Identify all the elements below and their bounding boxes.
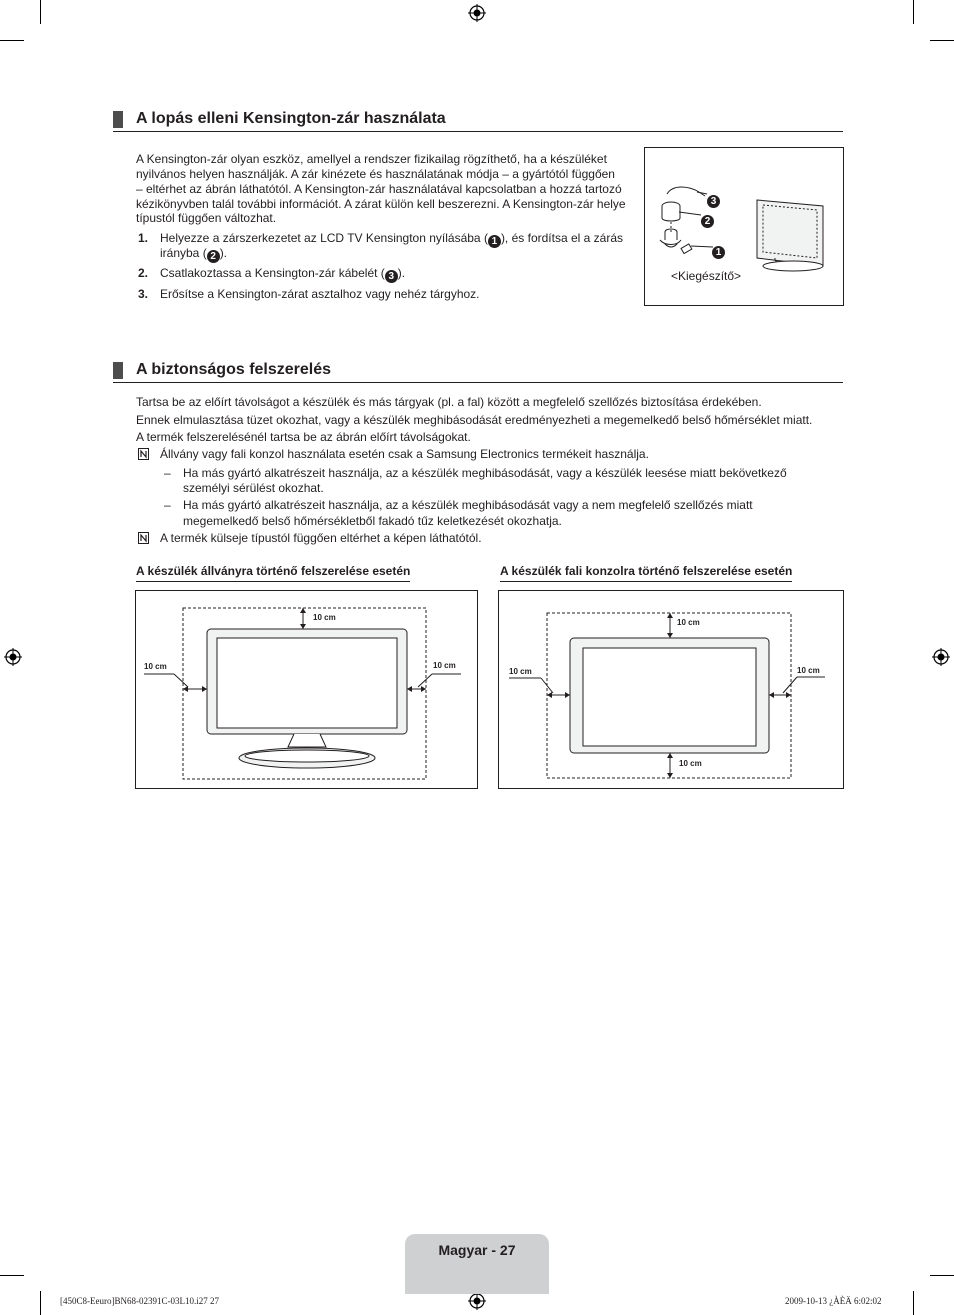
intro-line: típustól függően változhat. <box>136 211 277 225</box>
step-text: Erősítse a Kensington-zárat asztalhoz vagy nehéz tárgyhoz. <box>160 287 480 301</box>
wall-diagram-title: A készülék fali konzolra történő felszerelése esetén <box>500 564 792 582</box>
wall-tv-illustration <box>499 591 843 788</box>
step-text <box>160 246 227 263</box>
registration-mark-icon <box>932 648 950 666</box>
section-heading <box>113 109 843 132</box>
figure-marker-label: 3 <box>707 195 720 208</box>
step-marker: 2 <box>207 250 220 263</box>
registration-mark-icon <box>4 648 22 666</box>
note-icon <box>138 448 149 460</box>
stand-diagram-title: A készülék állványra történő felszerelése esetén <box>136 564 410 582</box>
step-number: 1. <box>138 231 149 245</box>
clearance-left-label: 10 cm <box>509 667 532 676</box>
section-title: A lopás elleni Kensington-zár használata <box>136 110 446 127</box>
stand-tv-illustration <box>136 591 477 788</box>
crop-mark <box>930 40 954 41</box>
crop-mark <box>0 40 24 41</box>
stand-diagram <box>135 590 478 789</box>
clearance-right-label: 10 cm <box>433 661 456 670</box>
step-text-part: ). <box>219 246 228 260</box>
figure-marker-label: 1 <box>712 246 725 259</box>
step-text-part: Csatlakoztassa a Kensington-zár kábelét ( <box>160 266 385 280</box>
intro-line: kézikönyvben talál további információt. A zárat külön kell beszerezni. A Kensington-zár helye <box>136 197 626 211</box>
figure-caption: <Kiegészítő> <box>671 269 742 283</box>
page-number-tab <box>405 1234 549 1294</box>
intro-line: nyilvános helyen használják. A zár kinézete és használatának módja – a gyártótól függően <box>136 167 615 181</box>
wall-diagram <box>498 590 844 789</box>
clearance-right-label: 10 cm <box>797 666 820 675</box>
crop-mark <box>40 0 41 24</box>
registration-mark-icon <box>468 4 486 22</box>
body-line: A termék felszerelésénél tartsa be az ábrán előírt távolságokat. <box>136 430 471 444</box>
figure-marker <box>712 240 725 259</box>
print-timestamp: 2009-10-13 ¿ÀÈÄ 6:02:02 <box>785 1296 882 1306</box>
crop-mark <box>930 1275 954 1276</box>
step-text-part: ). <box>397 266 406 280</box>
step-marker: 1 <box>488 235 501 248</box>
file-info: [450C8-Eeuro]BN68-02391C-03L10.i27 27 <box>60 1296 219 1306</box>
section-title: A biztonságos felszerelés <box>136 361 332 378</box>
dash-text: Ha más gyártó alkatrészeit használja, az a készülék meghibásodását vagy a nem megfelelő szellőzés miatt <box>183 498 753 512</box>
crop-mark <box>913 0 914 24</box>
figure-marker <box>707 189 720 208</box>
step-text-part: irányba ( <box>160 246 207 260</box>
dash-mark: – <box>164 466 171 480</box>
step-marker: 3 <box>385 270 398 283</box>
kensington-figure <box>644 147 844 306</box>
crop-mark <box>913 1291 914 1315</box>
crop-mark <box>0 1275 24 1276</box>
step-text <box>160 266 405 283</box>
crop-mark <box>40 1291 41 1315</box>
step-number: 2. <box>138 266 149 280</box>
heading-bar <box>113 111 123 128</box>
note-text: Állvány vagy fali konzol használata esetén csak a Samsung Electronics termékeit használja. <box>160 447 649 461</box>
note-icon <box>138 532 149 544</box>
page-number: Magyar - 27 <box>438 1242 516 1258</box>
clearance-top-label: 10 cm <box>677 618 700 627</box>
registration-mark-icon <box>468 1292 486 1310</box>
figure-marker <box>701 209 714 228</box>
heading-bar <box>113 362 123 379</box>
section-heading <box>113 360 843 383</box>
step-number: 3. <box>138 287 149 301</box>
dash-text: Ha más gyártó alkatrészeit használja, az a készülék meghibásodását, vagy a készülék leesése miatt bekövetkező <box>183 466 787 480</box>
intro-line: A Kensington-zár olyan eszköz, amellyel a rendszer fizikailag rögzíthető, ha a készüléket <box>136 152 607 166</box>
step-text-part: ), és fordítsa el a zárás <box>500 231 623 245</box>
clearance-top-label: 10 cm <box>313 613 336 622</box>
intro-line: – eltérhet az ábrán láthatótól. A Kensington-zár használatával kapcsolatban a hozzá tartozó <box>136 182 622 196</box>
clearance-bottom-label: 10 cm <box>679 759 702 768</box>
clearance-left-label: 10 cm <box>144 662 167 671</box>
dash-text: megemelkedő belső hőmérsékletből fakadó tűz keletkezését okozhatja. <box>183 514 562 528</box>
body-line: Tartsa be az előírt távolságot a készülék és más tárgyak (pl. a fal) között a megfelelő szellőzés biztosítása érdekében. <box>136 395 762 409</box>
step-text-part: Helyezze a zárszerkezetet az LCD TV Kensington nyílásába ( <box>160 231 488 245</box>
step-text <box>160 231 623 248</box>
note-text: A termék külseje típustól függően eltérhet a képen láthatótól. <box>160 531 482 545</box>
dash-mark: – <box>164 498 171 512</box>
body-line: Ennek elmulasztása tüzet okozhat, vagy a készülék meghibásodását eredményezheti a megemelkedő belső hőmérséklet miatt. <box>136 413 813 427</box>
figure-marker-label: 2 <box>701 215 714 228</box>
dash-text: személyi sérülést okozhat. <box>183 481 324 495</box>
